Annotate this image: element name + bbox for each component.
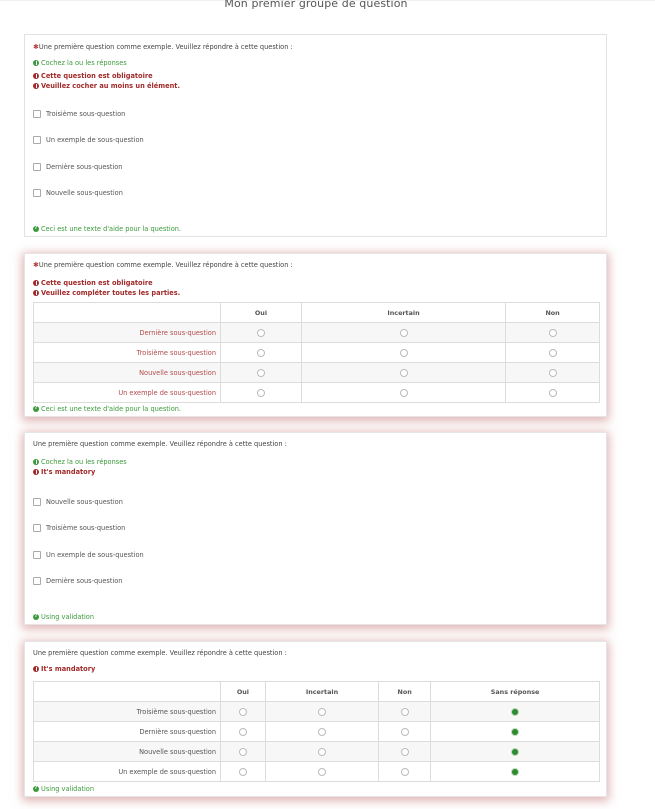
- table-row: [34, 762, 600, 782]
- radio-button[interactable]: [400, 349, 408, 357]
- question-card-4: [24, 641, 607, 797]
- option-label[interactable]: Troisième sous-question: [46, 524, 126, 532]
- option-row[interactable]: [33, 110, 125, 118]
- tip-text: Cochez la ou les réponses: [41, 458, 127, 466]
- question-circle-icon: [33, 614, 39, 620]
- answer-array-table: [33, 681, 600, 782]
- exclamation-circle-icon: [33, 73, 39, 79]
- option-checkbox[interactable]: [33, 136, 41, 144]
- column-header: Oui: [221, 303, 302, 323]
- exclamation-circle-icon: [33, 290, 39, 296]
- help-text-label: Using validation: [41, 613, 95, 621]
- tip-mandatory: [33, 72, 153, 80]
- option-label[interactable]: Un exemple de sous-question: [46, 136, 144, 144]
- radio-button[interactable]: [318, 728, 326, 736]
- table-row: [34, 702, 600, 722]
- radio-button[interactable]: [401, 728, 409, 736]
- column-header: Incertain: [301, 303, 505, 323]
- table-row: [34, 323, 600, 343]
- tip-text: It's mandatory: [41, 665, 96, 673]
- radio-button[interactable]: [401, 768, 409, 776]
- radio-button[interactable]: [400, 329, 408, 337]
- tip-check-answers: [33, 458, 127, 466]
- radio-button[interactable]: [400, 369, 408, 377]
- help-text-label: Ceci est une texte d'aide pour la question.: [41, 225, 182, 233]
- column-header: Non: [506, 303, 600, 323]
- table-row: [34, 343, 600, 363]
- radio-button[interactable]: [257, 389, 265, 397]
- question-card-2: [24, 253, 607, 417]
- mandatory-asterisk-icon: ✱: [33, 43, 39, 51]
- tip-mandatory: [33, 279, 153, 287]
- option-label[interactable]: Un exemple de sous-question: [46, 551, 144, 559]
- option-row[interactable]: [33, 551, 144, 559]
- tip-text: Cette question est obligatoire: [41, 279, 153, 287]
- radio-button[interactable]: [239, 748, 247, 756]
- radio-button[interactable]: [318, 768, 326, 776]
- tip-mandatory: [33, 665, 95, 673]
- option-row[interactable]: [33, 577, 122, 585]
- radio-button[interactable]: [239, 728, 247, 736]
- option-row[interactable]: [33, 189, 123, 197]
- row-label: Dernière sous-question: [34, 722, 221, 742]
- table-header-blank: [34, 682, 221, 702]
- radio-button[interactable]: [239, 708, 247, 716]
- column-header: Incertain: [265, 682, 378, 702]
- option-label[interactable]: Dernière sous-question: [46, 577, 123, 585]
- table-header-row: [34, 682, 600, 702]
- tip-text: Cochez la ou les réponses: [41, 59, 127, 67]
- row-label: Un exemple de sous-question: [34, 762, 221, 782]
- question-circle-icon: [33, 406, 39, 412]
- help-text: [33, 785, 94, 793]
- radio-button[interactable]: [401, 748, 409, 756]
- row-label: Nouvelle sous-question: [34, 363, 221, 383]
- exclamation-circle-icon: [33, 666, 39, 672]
- option-row[interactable]: [33, 498, 123, 506]
- row-label: Dernière sous-question: [34, 323, 221, 343]
- question-circle-icon: [33, 786, 39, 792]
- tip-mandatory: [33, 468, 95, 476]
- tip-check-answers: [33, 59, 127, 67]
- question-circle-icon: [33, 226, 39, 232]
- column-header: Oui: [221, 682, 266, 702]
- group-title: Mon premier groupe de question: [224, 0, 408, 10]
- radio-button[interactable]: [549, 389, 557, 397]
- option-checkbox[interactable]: [33, 577, 41, 585]
- table-row: [34, 742, 600, 762]
- row-label: Troisième sous-question: [34, 343, 221, 363]
- question-card-3: [24, 432, 607, 625]
- answer-array-table: [33, 302, 600, 403]
- column-header: Non: [379, 682, 431, 702]
- exclamation-circle-icon: [33, 459, 39, 465]
- table-row: [34, 722, 600, 742]
- radio-button[interactable]: [549, 369, 557, 377]
- radio-button[interactable]: [257, 349, 265, 357]
- table-header-row: [34, 303, 600, 323]
- row-label: Nouvelle sous-question: [34, 742, 221, 762]
- table-row: [34, 383, 600, 403]
- radio-button-selected[interactable]: [511, 768, 519, 776]
- tip-check-one: [33, 82, 180, 90]
- radio-button[interactable]: [257, 329, 265, 337]
- tip-text: Veuillez compléter toutes les parties.: [41, 289, 181, 297]
- question-text: Une première question comme exemple. Veuillez répondre à cette question :: [33, 440, 287, 448]
- radio-button-selected[interactable]: [511, 708, 519, 716]
- option-row[interactable]: [33, 163, 122, 171]
- question-text: Une première question comme exemple. Veuillez répondre à cette question :: [33, 649, 287, 657]
- option-row[interactable]: [33, 524, 125, 532]
- question-text: [33, 261, 293, 269]
- help-text: [33, 613, 94, 621]
- option-row[interactable]: [33, 136, 144, 144]
- option-checkbox[interactable]: [33, 551, 41, 559]
- option-checkbox[interactable]: [33, 110, 41, 118]
- mandatory-asterisk-icon: ✱: [33, 261, 39, 269]
- radio-button-selected[interactable]: [511, 748, 519, 756]
- exclamation-circle-icon: [33, 469, 39, 475]
- radio-button[interactable]: [318, 748, 326, 756]
- radio-button-selected[interactable]: [511, 728, 519, 736]
- help-text: [33, 225, 181, 233]
- question-card-1: [24, 34, 607, 237]
- option-checkbox[interactable]: [33, 524, 41, 532]
- option-label[interactable]: Troisième sous-question: [46, 110, 126, 118]
- option-checkbox[interactable]: [33, 189, 41, 197]
- column-header: Sans réponse: [431, 682, 600, 702]
- exclamation-circle-icon: [33, 83, 39, 89]
- tip-complete-all: [33, 289, 180, 297]
- tip-text: Cette question est obligatoire: [41, 72, 153, 80]
- help-text-label: Using validation: [41, 785, 95, 793]
- table-header-blank: [34, 303, 221, 323]
- option-checkbox[interactable]: [33, 163, 41, 171]
- table-row: [34, 363, 600, 383]
- question-text: [33, 43, 293, 51]
- option-checkbox[interactable]: [33, 498, 41, 506]
- radio-button[interactable]: [401, 708, 409, 716]
- option-label[interactable]: Nouvelle sous-question: [46, 189, 123, 197]
- radio-button[interactable]: [318, 708, 326, 716]
- radio-button[interactable]: [400, 389, 408, 397]
- exclamation-circle-icon: [33, 280, 39, 286]
- tip-text: It's mandatory: [41, 468, 96, 476]
- question-text-label: Une première question comme exemple. Veuillez répondre à cette question :: [38, 43, 293, 51]
- option-label[interactable]: Dernière sous-question: [46, 163, 123, 171]
- radio-button[interactable]: [239, 768, 247, 776]
- row-label: Un exemple de sous-question: [34, 383, 221, 403]
- tip-text: Veuillez cocher au moins un élément.: [41, 82, 180, 90]
- row-label: Troisième sous-question: [34, 702, 221, 722]
- radio-button[interactable]: [549, 329, 557, 337]
- help-text-label: Ceci est une texte d'aide pour la question.: [41, 405, 182, 413]
- question-text-label: Une première question comme exemple. Veuillez répondre à cette question :: [38, 261, 293, 269]
- radio-button[interactable]: [257, 369, 265, 377]
- option-label[interactable]: Nouvelle sous-question: [46, 498, 123, 506]
- radio-button[interactable]: [549, 349, 557, 357]
- exclamation-circle-icon: [33, 60, 39, 66]
- help-text: [33, 405, 181, 413]
